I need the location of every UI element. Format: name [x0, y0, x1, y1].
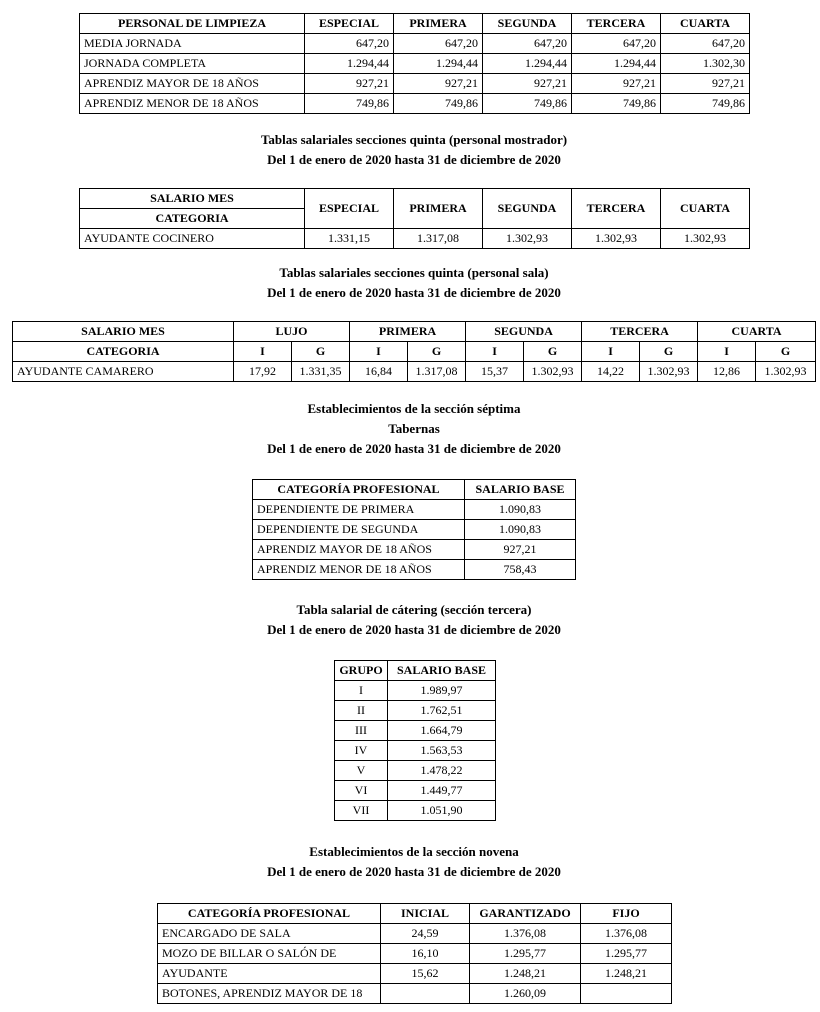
table-cell — [381, 984, 470, 1004]
column-header: SALARIO MES — [80, 189, 305, 209]
table-row — [80, 229, 750, 249]
section-heading — [0, 600, 820, 640]
heading-line: Establecimientos de la sección novena — [309, 844, 519, 859]
section-heading — [0, 399, 820, 459]
table-cell: JORNADA COMPLETA — [80, 54, 305, 74]
table-header-row — [13, 342, 816, 362]
table-cell: 16,84 — [350, 362, 408, 382]
table-cell: 927,21 — [483, 74, 572, 94]
table-cell: 1.090,83 — [465, 520, 576, 540]
table-row — [158, 964, 672, 984]
counter-staff-table — [79, 188, 750, 249]
table-row — [158, 984, 672, 1004]
cleaning-staff-table — [79, 13, 750, 114]
column-header: CATEGORÍA PROFESIONAL — [253, 480, 465, 500]
table-cell: 1.090,83 — [465, 500, 576, 520]
room-staff-table — [12, 321, 816, 382]
table-cell: 1.302,93 — [756, 362, 816, 382]
table-cell: 1.376,08 — [470, 924, 581, 944]
table-cell: 927,21 — [394, 74, 483, 94]
table-cell: MOZO DE BILLAR O SALÓN DE — [158, 944, 381, 964]
column-header: SEGUNDA — [483, 14, 572, 34]
heading-line: Del 1 de enero de 2020 hasta 31 de diciembre de 2020 — [267, 285, 561, 300]
table-cell: 749,86 — [483, 94, 572, 114]
column-header: SEGUNDA — [483, 189, 572, 229]
table-cell: IV — [335, 741, 388, 761]
column-header: PRIMERA — [350, 322, 466, 342]
column-header: SALARIO BASE — [465, 480, 576, 500]
table-cell — [581, 984, 672, 1004]
column-header: PERSONAL DE LIMPIEZA — [80, 14, 305, 34]
table-row — [335, 721, 496, 741]
table-row — [158, 924, 672, 944]
table-cell: 927,21 — [661, 74, 750, 94]
table-row — [13, 362, 816, 382]
column-header: I — [234, 342, 292, 362]
column-header: ESPECIAL — [305, 189, 394, 229]
table-cell: 1.317,08 — [408, 362, 466, 382]
table-cell: 1.248,21 — [581, 964, 672, 984]
table-cell: 1.294,44 — [483, 54, 572, 74]
table-row — [335, 741, 496, 761]
column-header: LUJO — [234, 322, 350, 342]
table-cell: 927,21 — [572, 74, 661, 94]
table-cell: 647,20 — [305, 34, 394, 54]
table-cell: 647,20 — [572, 34, 661, 54]
table-cell: I — [335, 681, 388, 701]
table-cell: 1.302,93 — [524, 362, 582, 382]
heading-line: Tablas salariales secciones quinta (personal sala) — [279, 265, 549, 280]
table-cell: 1.294,44 — [305, 54, 394, 74]
column-header: G — [524, 342, 582, 362]
table-cell: AYUDANTE CAMARERO — [13, 362, 234, 382]
table-cell: 749,86 — [394, 94, 483, 114]
column-header: PRIMERA — [394, 189, 483, 229]
section-heading — [0, 130, 820, 170]
table-cell: 1.051,90 — [388, 801, 496, 821]
column-header: I — [466, 342, 524, 362]
table-header-row — [13, 322, 816, 342]
table-row — [80, 74, 750, 94]
table-cell: 1.376,08 — [581, 924, 672, 944]
table-cell: 758,43 — [465, 560, 576, 580]
table-cell: 1.762,51 — [388, 701, 496, 721]
column-header: G — [640, 342, 698, 362]
table-row — [253, 520, 576, 540]
table-cell: APRENDIZ MENOR DE 18 AÑOS — [80, 94, 305, 114]
column-header: CUARTA — [661, 189, 750, 229]
table-cell: 1.260,09 — [470, 984, 581, 1004]
table-cell: ENCARGADO DE SALA — [158, 924, 381, 944]
table-cell: 1.989,97 — [388, 681, 496, 701]
column-header: CATEGORIA — [13, 342, 234, 362]
table-cell: 1.563,53 — [388, 741, 496, 761]
heading-line: Del 1 de enero de 2020 hasta 31 de diciembre de 2020 — [267, 441, 561, 456]
table-cell: APRENDIZ MAYOR DE 18 AÑOS — [253, 540, 465, 560]
column-header: FIJO — [581, 904, 672, 924]
table-cell: 647,20 — [661, 34, 750, 54]
table-cell: 1.302,93 — [640, 362, 698, 382]
table-row — [253, 540, 576, 560]
heading-line: Tablas salariales secciones quinta (personal mostrador) — [260, 132, 568, 147]
table-cell: DEPENDIENTE DE PRIMERA — [253, 500, 465, 520]
table-cell: 24,59 — [381, 924, 470, 944]
table-cell: 647,20 — [483, 34, 572, 54]
catering-table — [334, 660, 496, 821]
section-heading — [0, 263, 820, 303]
table-cell: 749,86 — [305, 94, 394, 114]
table-cell: 1.331,35 — [292, 362, 350, 382]
table-cell: 1.664,79 — [388, 721, 496, 741]
table-row — [335, 701, 496, 721]
column-header: SALARIO BASE — [388, 661, 496, 681]
heading-line: Del 1 de enero de 2020 hasta 31 de diciembre de 2020 — [267, 622, 561, 637]
column-header: I — [582, 342, 640, 362]
column-header: TERCERA — [572, 14, 661, 34]
column-header: TERCERA — [572, 189, 661, 229]
table-cell: 927,21 — [465, 540, 576, 560]
table-cell: AYUDANTE COCINERO — [80, 229, 305, 249]
table-cell: VI — [335, 781, 388, 801]
table-cell: 1.478,22 — [388, 761, 496, 781]
table-header-row — [158, 904, 672, 924]
column-header: G — [756, 342, 816, 362]
table-header-row — [80, 14, 750, 34]
column-header: INICIAL — [381, 904, 470, 924]
table-cell: 12,86 — [698, 362, 756, 382]
table-header-row — [80, 189, 750, 209]
column-header: I — [350, 342, 408, 362]
table-row — [253, 560, 576, 580]
column-header: CUARTA — [661, 14, 750, 34]
table-row — [80, 34, 750, 54]
table-cell: 1.295,77 — [581, 944, 672, 964]
column-header: GRUPO — [335, 661, 388, 681]
column-header: GARANTIZADO — [470, 904, 581, 924]
table-row — [335, 761, 496, 781]
section-heading — [0, 842, 820, 882]
column-header: CUARTA — [698, 322, 816, 342]
taverns-table — [252, 479, 576, 580]
table-cell: 1.294,44 — [572, 54, 661, 74]
table-cell: 1.294,44 — [394, 54, 483, 74]
table-cell: V — [335, 761, 388, 781]
table-cell: APRENDIZ MAYOR DE 18 AÑOS — [80, 74, 305, 94]
column-header: CATEGORÍA PROFESIONAL — [158, 904, 381, 924]
heading-line: Tabernas — [388, 421, 440, 436]
table-row — [335, 681, 496, 701]
table-cell: 1.317,08 — [394, 229, 483, 249]
heading-line: Del 1 de enero de 2020 hasta 31 de diciembre de 2020 — [267, 864, 561, 879]
heading-line: Del 1 de enero de 2020 hasta 31 de diciembre de 2020 — [267, 152, 561, 167]
table-cell: 1.302,93 — [572, 229, 661, 249]
table-row — [80, 54, 750, 74]
table-cell: 15,62 — [381, 964, 470, 984]
table-cell: APRENDIZ MENOR DE 18 AÑOS — [253, 560, 465, 580]
table-cell: 16,10 — [381, 944, 470, 964]
table-cell: 647,20 — [394, 34, 483, 54]
table-row — [335, 781, 496, 801]
column-header: PRIMERA — [394, 14, 483, 34]
table-row — [80, 94, 750, 114]
table-cell: 749,86 — [572, 94, 661, 114]
heading-line: Tabla salarial de cátering (sección tercera) — [296, 602, 532, 617]
table-cell: AYUDANTE — [158, 964, 381, 984]
column-header: TERCERA — [582, 322, 698, 342]
table-cell: 15,37 — [466, 362, 524, 382]
table-cell: 749,86 — [661, 94, 750, 114]
table-cell: II — [335, 701, 388, 721]
table-cell: III — [335, 721, 388, 741]
column-header: SEGUNDA — [466, 322, 582, 342]
table-header-row — [253, 480, 576, 500]
column-header: G — [408, 342, 466, 362]
column-header: SALARIO MES — [13, 322, 234, 342]
table-cell: VII — [335, 801, 388, 821]
column-header: ESPECIAL — [305, 14, 394, 34]
section-ninth-table — [157, 903, 672, 1004]
table-cell: 1.302,93 — [661, 229, 750, 249]
table-cell: 927,21 — [305, 74, 394, 94]
table-cell: 1.302,93 — [483, 229, 572, 249]
table-cell: 1.295,77 — [470, 944, 581, 964]
column-header: CATEGORIA — [80, 209, 305, 229]
table-row — [335, 801, 496, 821]
table-cell: 14,22 — [582, 362, 640, 382]
heading-line: Establecimientos de la sección séptima — [307, 401, 521, 416]
table-row — [253, 500, 576, 520]
table-cell: MEDIA JORNADA — [80, 34, 305, 54]
table-cell: 1.248,21 — [470, 964, 581, 984]
table-row — [158, 944, 672, 964]
column-header: I — [698, 342, 756, 362]
table-header-row — [335, 661, 496, 681]
table-cell: 1.449,77 — [388, 781, 496, 801]
table-cell: 17,92 — [234, 362, 292, 382]
table-cell: DEPENDIENTE DE SEGUNDA — [253, 520, 465, 540]
table-cell: 1.331,15 — [305, 229, 394, 249]
table-cell: 1.302,30 — [661, 54, 750, 74]
table-cell: BOTONES, APRENDIZ MAYOR DE 18 — [158, 984, 381, 1004]
column-header: G — [292, 342, 350, 362]
